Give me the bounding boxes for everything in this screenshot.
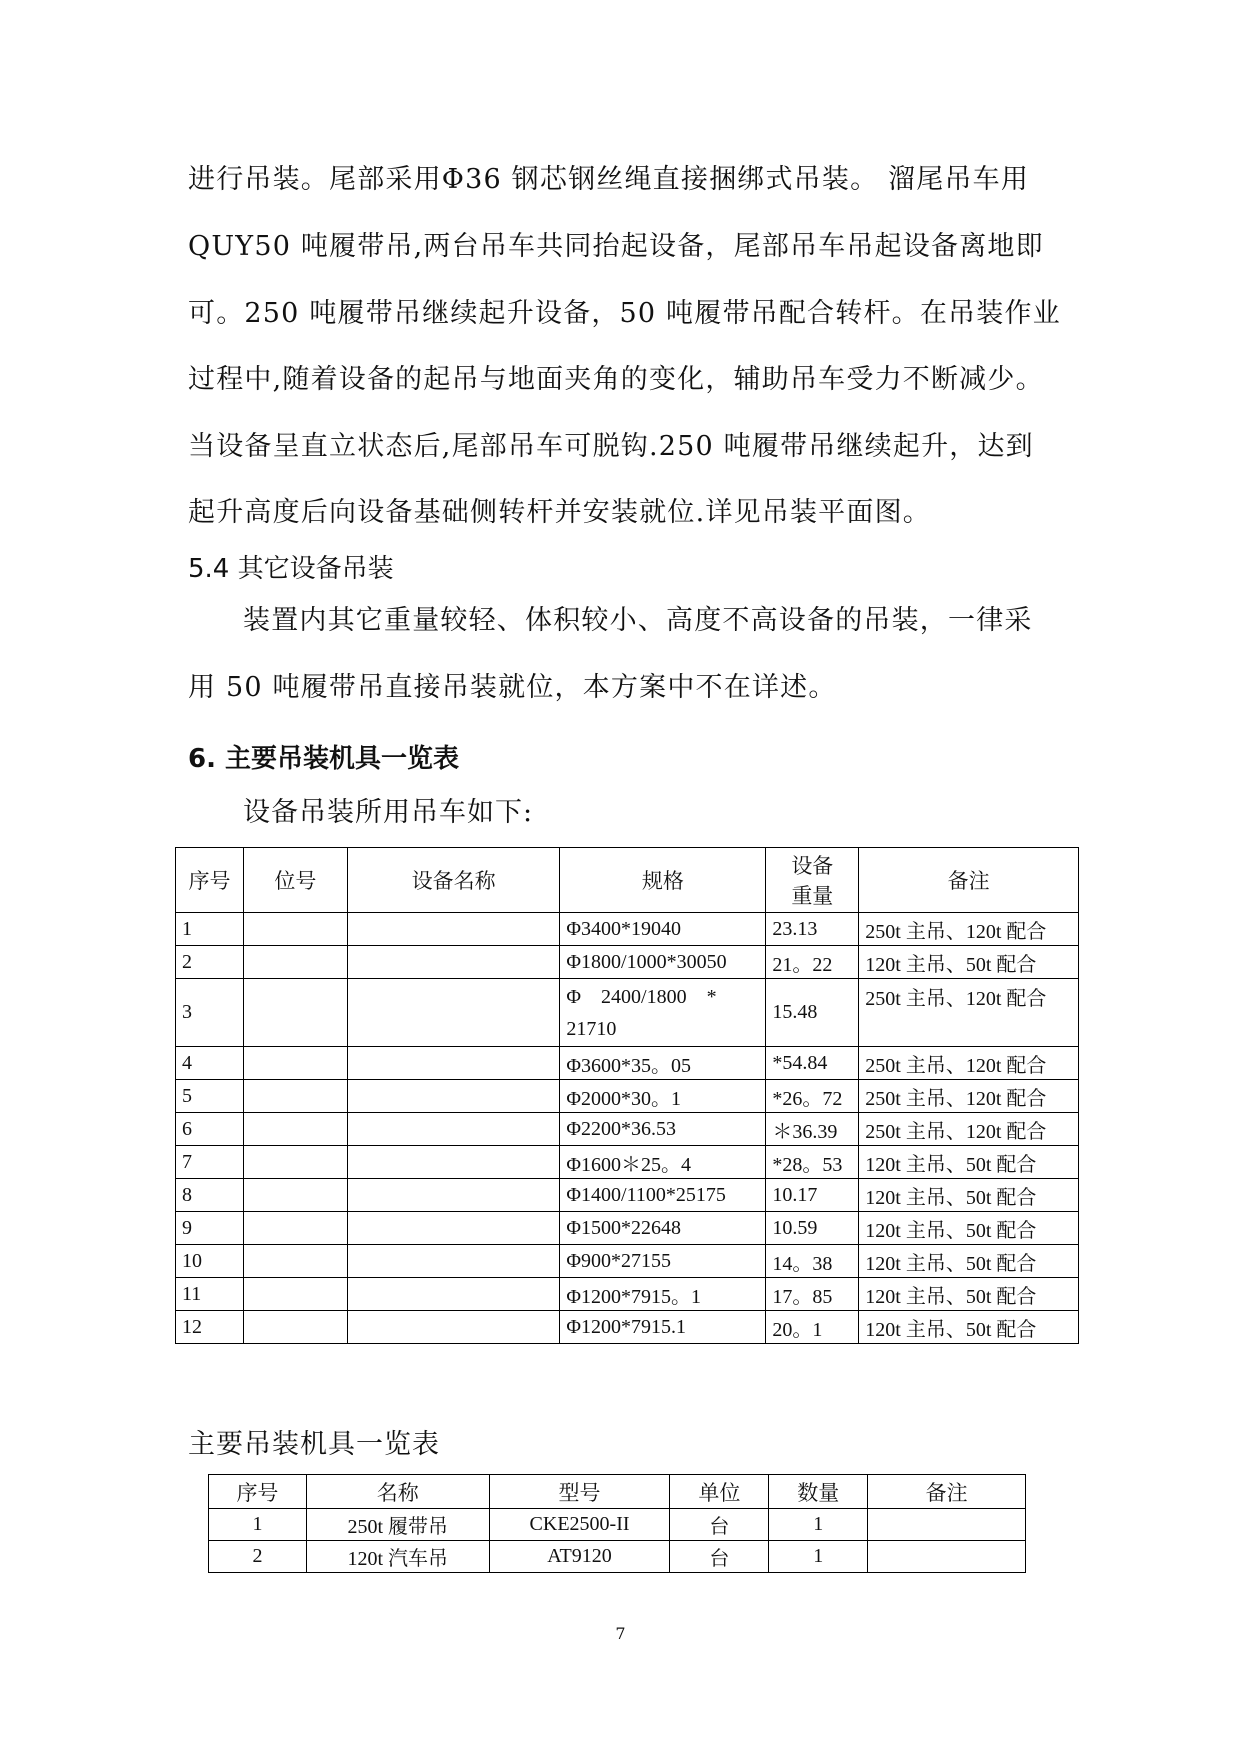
- cell-notes: 250t 主吊、120t 配合: [859, 1113, 1079, 1146]
- cell-name: [347, 1311, 560, 1344]
- cell-tag: [243, 979, 347, 1047]
- cell-weight: *54.84: [766, 1047, 859, 1080]
- cell-seq: 8: [176, 1179, 244, 1212]
- cell-name: [347, 1047, 560, 1080]
- header-spec: 规格: [560, 848, 766, 913]
- table-row: [176, 1080, 1079, 1113]
- cell-weight: 20。1: [766, 1311, 859, 1344]
- section-5-4-line: 用 50 吨履带吊直接吊装就位，本方案中不在详述。: [188, 672, 837, 703]
- cell-tag: [243, 946, 347, 979]
- cell-notes: 120t 主吊、50t 配合: [859, 1146, 1079, 1179]
- header-seq: 序号: [209, 1475, 307, 1509]
- cell-weight: *26。72: [766, 1080, 859, 1113]
- cell-spec: Φ2000*30。1: [560, 1080, 766, 1113]
- cell-spec: Φ1200*7915.1: [560, 1311, 766, 1344]
- cell-tag: [243, 1278, 347, 1311]
- cell-spec: Φ2200*36.53: [560, 1113, 766, 1146]
- cell-spec: [560, 979, 766, 1047]
- cell-seq: 3: [176, 979, 244, 1047]
- cell-spec: Φ1600＊25。4: [560, 1146, 766, 1179]
- page-number: 7: [615, 1624, 626, 1643]
- cell-tag: [243, 1245, 347, 1278]
- cell-seq: 1: [209, 1509, 307, 1541]
- cell-notes: [868, 1541, 1026, 1573]
- paragraph-line: 当设备呈直立状态后,尾部吊车可脱钩.250 吨履带吊继续起升，达到: [188, 431, 1034, 462]
- header-weight-line1: 设备: [791, 854, 834, 878]
- cell-seq: 2: [209, 1541, 307, 1573]
- table-row: [176, 1212, 1079, 1245]
- section-5-4-line: 装置内其它重量较轻、体积较小、高度不高设备的吊装，一律采: [243, 605, 1033, 636]
- cell-seq: 12: [176, 1311, 244, 1344]
- header-seq: 序号: [176, 848, 244, 913]
- header-weight: [766, 848, 859, 913]
- cell-seq: 10: [176, 1245, 244, 1278]
- paragraph-line: 过程中,随着设备的起吊与地面夹角的变化，辅助吊车受力不断减少。: [188, 364, 1044, 395]
- cell-spec: Φ1200*7915。1: [560, 1278, 766, 1311]
- cell-tag: [243, 1146, 347, 1179]
- cell-name: [347, 913, 560, 946]
- cell-name: [347, 1113, 560, 1146]
- cell-seq: 9: [176, 1212, 244, 1245]
- cell-notes: 250t 主吊、120t 配合: [859, 979, 1079, 1047]
- cell-seq: 2: [176, 946, 244, 979]
- cell-weight: 14。38: [766, 1245, 859, 1278]
- cell-name: [347, 1146, 560, 1179]
- cell-name: [347, 1179, 560, 1212]
- table-row: [209, 1509, 1026, 1541]
- table-header-row: [176, 848, 1079, 913]
- cell-seq: 6: [176, 1113, 244, 1146]
- cell-notes: 120t 主吊、50t 配合: [859, 946, 1079, 979]
- cell-model: AT9120: [489, 1541, 670, 1573]
- cell-unit: 台: [670, 1541, 769, 1573]
- cell-notes: 120t 主吊、50t 配合: [859, 1179, 1079, 1212]
- cell-name: [347, 1278, 560, 1311]
- cell-seq: 5: [176, 1080, 244, 1113]
- cell-seq: 7: [176, 1146, 244, 1179]
- cell-spec: Φ1800/1000*30050: [560, 946, 766, 979]
- header-name: 设备名称: [347, 848, 560, 913]
- paragraph-line: 起升高度后向设备基础侧转杆并安装就位.详见吊装平面图。: [188, 497, 931, 528]
- cell-model: CKE2500-II: [489, 1509, 670, 1541]
- cell-name: [347, 979, 560, 1047]
- cell-spec: Φ3400*19040: [560, 913, 766, 946]
- paragraph-line: 进行吊装。尾部采用Φ36 钢芯钢丝绳直接捆绑式吊装。 溜尾吊车用: [188, 164, 1030, 195]
- cell-seq: 11: [176, 1278, 244, 1311]
- paragraph-line: QUY50 吨履带吊,两台吊车共同抬起设备，尾部吊车吊起设备离地即: [188, 231, 1044, 262]
- crane-table: [175, 847, 1079, 1344]
- table-header-row: [209, 1475, 1026, 1509]
- cell-tag: [243, 1179, 347, 1212]
- cell-tag: [243, 913, 347, 946]
- cell-spec: Φ1400/1100*25175: [560, 1179, 766, 1212]
- cell-notes: 120t 主吊、50t 配合: [859, 1311, 1079, 1344]
- cell-notes: 250t 主吊、120t 配合: [859, 1080, 1079, 1113]
- cell-notes: 250t 主吊、120t 配合: [859, 913, 1079, 946]
- cell-name: [347, 1212, 560, 1245]
- table-row: [176, 1146, 1079, 1179]
- section-5-4-heading: 5.4 其它设备吊装: [188, 554, 394, 584]
- cell-seq: 4: [176, 1047, 244, 1080]
- cell-weight: ＊36.39: [766, 1113, 859, 1146]
- header-name: 名称: [306, 1475, 489, 1509]
- header-weight-line2: 重量: [791, 884, 834, 908]
- header-notes: 备注: [859, 848, 1079, 913]
- cell-qty: 1: [769, 1541, 868, 1573]
- cell-weight: *28。53: [766, 1146, 859, 1179]
- cell-name: 250t 履带吊: [306, 1509, 489, 1541]
- table-row: [176, 1311, 1079, 1344]
- section-6-heading: 6. 主要吊装机具一览表: [188, 744, 460, 774]
- cell-notes: 120t 主吊、50t 配合: [859, 1212, 1079, 1245]
- cell-name: 120t 汽车吊: [306, 1541, 489, 1573]
- cell-name: [347, 1080, 560, 1113]
- cell-qty: 1: [769, 1509, 868, 1541]
- cell-name: [347, 1245, 560, 1278]
- cell-weight: 17。85: [766, 1278, 859, 1311]
- cell-notes: [868, 1509, 1026, 1541]
- cell-tag: [243, 1212, 347, 1245]
- table-row: [176, 979, 1079, 1047]
- cell-notes: 120t 主吊、50t 配合: [859, 1278, 1079, 1311]
- cell-spec: Φ900*27155: [560, 1245, 766, 1278]
- table-row: [209, 1541, 1026, 1573]
- tools-table: [208, 1474, 1026, 1573]
- cell-notes: 120t 主吊、50t 配合: [859, 1245, 1079, 1278]
- header-notes: 备注: [868, 1475, 1026, 1509]
- cell-tag: [243, 1113, 347, 1146]
- table-row: [176, 1278, 1079, 1311]
- cell-spec-line2: 21710: [566, 1017, 617, 1040]
- tools-table-title: 主要吊装机具一览表: [188, 1429, 440, 1460]
- table-row: [176, 1113, 1079, 1146]
- cell-tag: [243, 1080, 347, 1113]
- header-tag: 位号: [243, 848, 347, 913]
- table-row: [176, 913, 1079, 946]
- header-qty: 数量: [769, 1475, 868, 1509]
- crane-table-caption: 设备吊装所用吊车如下:: [243, 797, 534, 828]
- cell-spec: Φ1500*22648: [560, 1212, 766, 1245]
- cell-weight: 10.17: [766, 1179, 859, 1212]
- table-row: [176, 1245, 1079, 1278]
- cell-notes: 250t 主吊、120t 配合: [859, 1047, 1079, 1080]
- cell-spec-line1: Φ 2400/1800 *: [566, 985, 717, 1008]
- cell-seq: 1: [176, 913, 244, 946]
- paragraph-line: 可。250 吨履带吊继续起升设备，50 吨履带吊配合转杆。在吊装作业: [188, 298, 1061, 329]
- cell-weight: 10.59: [766, 1212, 859, 1245]
- cell-weight: 23.13: [766, 913, 859, 946]
- cell-weight: 15.48: [766, 979, 859, 1047]
- cell-tag: [243, 1047, 347, 1080]
- table-row: [176, 1047, 1079, 1080]
- header-model: 型号: [489, 1475, 670, 1509]
- cell-unit: 台: [670, 1509, 769, 1541]
- cell-tag: [243, 1311, 347, 1344]
- table-row: [176, 946, 1079, 979]
- cell-name: [347, 946, 560, 979]
- cell-spec: Φ3600*35。05: [560, 1047, 766, 1080]
- header-unit: 单位: [670, 1475, 769, 1509]
- cell-weight: 21。22: [766, 946, 859, 979]
- table-row: [176, 1179, 1079, 1212]
